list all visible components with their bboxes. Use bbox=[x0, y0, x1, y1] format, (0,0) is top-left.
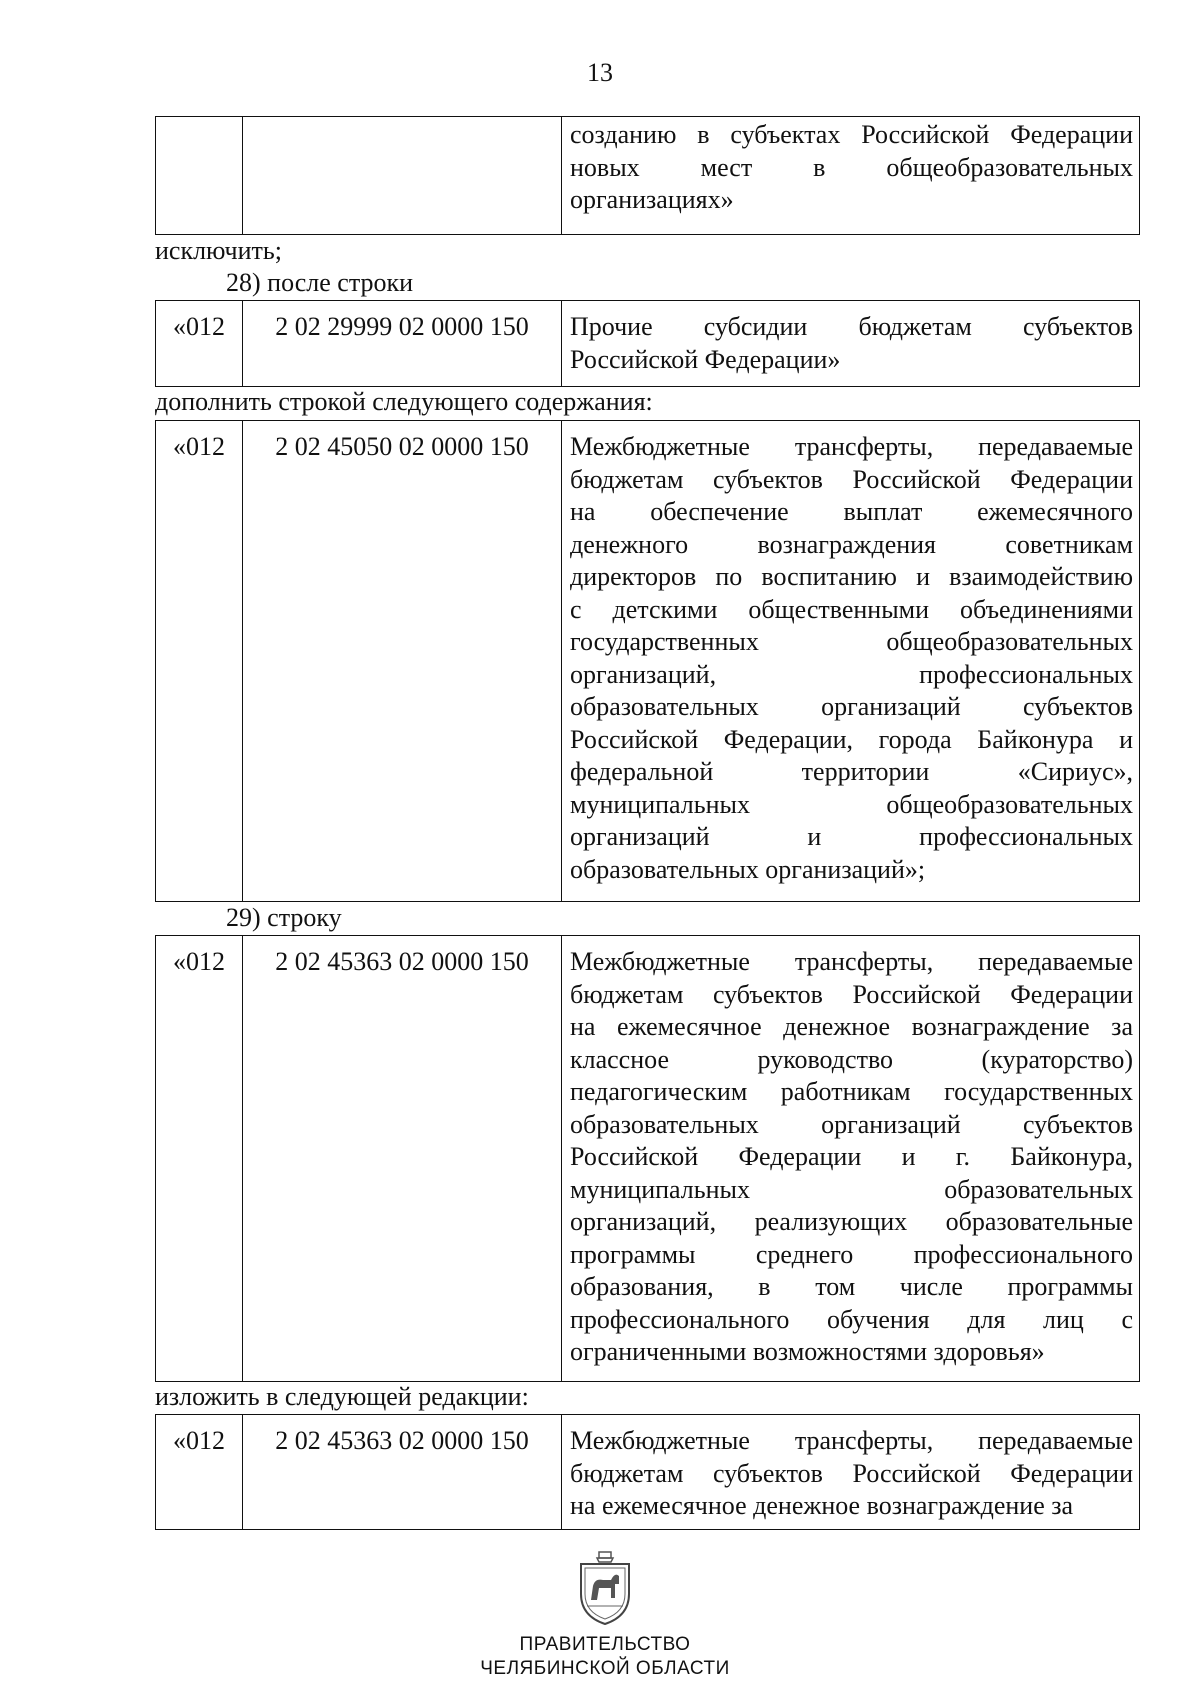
kbk-cell: 2 02 45363 02 0000 150 bbox=[243, 1415, 562, 1530]
description-cell: созданию в субъектах Российской Федерации новых мест в общеобразовательных организациях» bbox=[562, 117, 1140, 235]
description-cell: Межбюджетные трансферты, передаваемые бюджетам субъектов Российской Федерации на ежемесячное денежное вознаграждение за классное руководство (кураторство) педагогическим работникам государственных образовательных организаций субъектов Российской Федерации и г. Байконура, муниципальных образовательных организаций, реализующих образовательные программы среднего профессионального образования, в том числе программы профессионального обучения для лиц с ограниченными возможностями здоровья» bbox=[562, 936, 1140, 1382]
table-after-row bbox=[155, 300, 1140, 387]
kbk-cell: 2 02 45050 02 0000 150 bbox=[243, 421, 562, 902]
table-row bbox=[156, 117, 1140, 235]
page-number: 13 bbox=[587, 58, 613, 87]
code-cell: «012 bbox=[156, 301, 243, 387]
instruction-edit: изложить в следующей редакции: bbox=[155, 1382, 529, 1411]
code-cell bbox=[156, 117, 243, 235]
description-cell: Межбюджетные трансферты, передаваемые бюджетам субъектов Российской Федерации на ежемесячное денежное вознаграждение за bbox=[562, 1415, 1140, 1530]
description-cell: Прочие субсидии бюджетам субъектов Российской Федерации» bbox=[562, 301, 1140, 387]
table-replacement-row bbox=[155, 1414, 1140, 1530]
table-continuation bbox=[155, 116, 1140, 235]
kbk-cell bbox=[243, 117, 562, 235]
table-row bbox=[156, 421, 1140, 902]
kbk-cell: 2 02 45363 02 0000 150 bbox=[243, 936, 562, 1382]
code-cell: «012 bbox=[156, 421, 243, 902]
stamp-line-1: ПРАВИТЕЛЬСТВО bbox=[519, 1634, 691, 1655]
stamp-line-2: ЧЕЛЯБИНСКОЙ ОБЛАСТИ bbox=[480, 1658, 730, 1679]
table-old-row bbox=[155, 935, 1140, 1382]
chelyabinsk-coat-of-arms-icon bbox=[575, 1550, 635, 1626]
instruction-exclude: исключить; bbox=[155, 236, 282, 265]
item-28-heading: 28) после строки bbox=[226, 268, 414, 297]
table-new-row bbox=[155, 420, 1140, 902]
table-row bbox=[156, 301, 1140, 387]
item-29-heading: 29) строку bbox=[226, 903, 342, 932]
code-cell: «012 bbox=[156, 936, 243, 1382]
kbk-cell: 2 02 29999 02 0000 150 bbox=[243, 301, 562, 387]
description-cell: Межбюджетные трансферты, передаваемые бюджетам субъектов Российской Федерации на обеспечение выплат ежемесячного денежного вознаграждения советникам директоров по воспитанию и взаимодействию с детскими общественными объединениями государственных общеобразовательных организаций, профессиональных образовательных организаций субъектов Российской Федерации, города Байконура и федеральной территории «Сириус», муниципальных общеобразовательных организаций и профессиональных образовательных организаций»; bbox=[562, 421, 1140, 902]
table-row bbox=[156, 1415, 1140, 1530]
code-cell: «012 bbox=[156, 1415, 243, 1530]
instruction-add: дополнить строкой следующего содержания: bbox=[155, 387, 653, 416]
table-row bbox=[156, 936, 1140, 1382]
